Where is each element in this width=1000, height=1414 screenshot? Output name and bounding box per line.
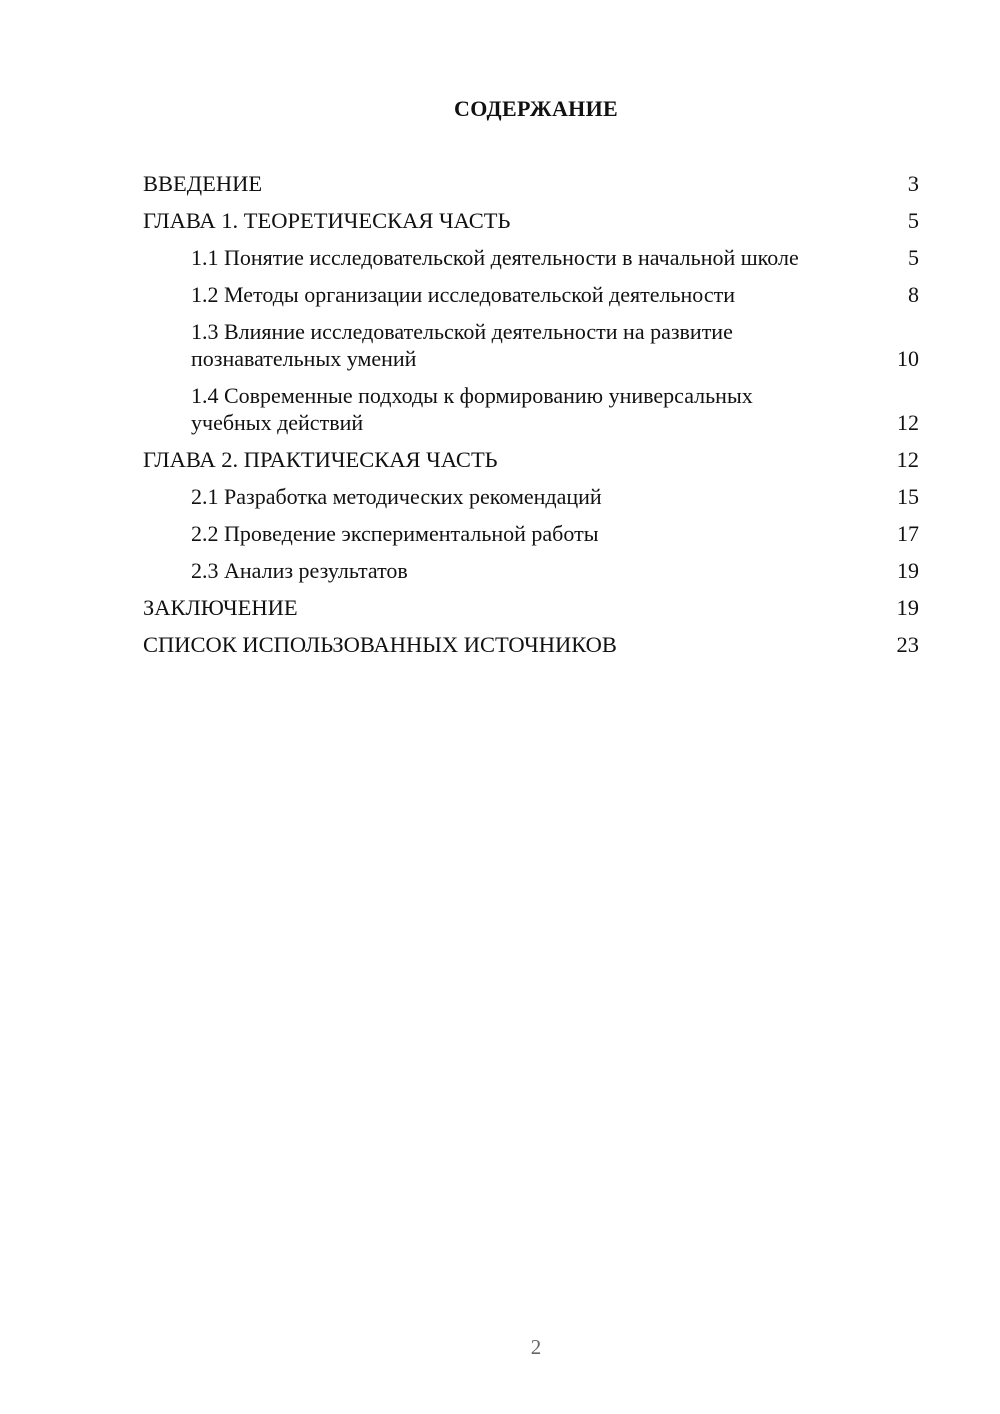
toc-entry-text: ГЛАВА 2. ПРАКТИЧЕСКАЯ ЧАСТЬ xyxy=(143,447,498,472)
toc-entry-page: 8 xyxy=(908,282,919,307)
toc-entry-text: ЗАКЛЮЧЕНИЕ xyxy=(143,595,298,620)
toc-entry-page: 12 xyxy=(897,410,919,435)
toc-entry-conclusion xyxy=(143,594,919,621)
toc-entry-section-1-4 xyxy=(143,382,919,436)
toc-entry-introduction xyxy=(143,170,919,197)
toc-entry-section-2-1 xyxy=(143,483,919,510)
toc-entry-section-1-3 xyxy=(143,318,919,372)
toc-entry-text: ВВЕДЕНИЕ xyxy=(143,171,263,196)
toc-entry-page: 19 xyxy=(897,558,919,583)
toc-entry-page: 19 xyxy=(896,595,919,620)
toc-entry-page: 23 xyxy=(896,632,919,657)
toc-entry-text: ГЛАВА 1. ТЕОРЕТИЧЕСКАЯ ЧАСТЬ xyxy=(143,208,511,233)
toc-entry-page: 10 xyxy=(897,346,919,371)
toc-entry-page: 12 xyxy=(896,447,919,472)
toc-entry-chapter-1 xyxy=(143,207,919,234)
toc-entry-page: 17 xyxy=(897,521,919,546)
toc-entry-section-2-2 xyxy=(143,520,919,547)
toc-entry-section-1-2 xyxy=(143,281,919,308)
toc-entry-text: 1.1 Понятие исследовательской деятельности в начальной школе xyxy=(191,245,799,270)
table-of-contents xyxy=(143,170,919,668)
toc-entry-page: 5 xyxy=(908,245,919,270)
toc-entry-text: 1.4 Современные подходы к формированию универсальных учебных действий xyxy=(191,383,753,435)
toc-entry-text: 2.2 Проведение экспериментальной работы xyxy=(191,521,599,546)
toc-entry-text: 2.1 Разработка методических рекомендаций xyxy=(191,484,602,509)
toc-entry-text: 1.2 Методы организации исследовательской деятельности xyxy=(191,282,735,307)
toc-entry-section-1-1 xyxy=(143,244,919,271)
toc-entry-text: 1.3 Влияние исследовательской деятельности на развитие познавательных умений xyxy=(191,319,733,371)
page-number: 2 xyxy=(530,1335,542,1359)
toc-entry-references xyxy=(143,631,919,658)
toc-entry-text: СПИСОК ИСПОЛЬЗОВАННЫХ ИСТОЧНИКОВ xyxy=(143,632,617,657)
page-title: СОДЕРЖАНИЕ xyxy=(454,96,618,121)
toc-entry-page: 3 xyxy=(907,171,919,196)
toc-entry-text: 2.3 Анализ результатов xyxy=(191,558,408,583)
toc-entry-section-2-3 xyxy=(143,557,919,584)
toc-entry-page: 15 xyxy=(897,484,919,509)
toc-entry-page: 5 xyxy=(907,208,919,233)
toc-entry-chapter-2 xyxy=(143,446,919,473)
